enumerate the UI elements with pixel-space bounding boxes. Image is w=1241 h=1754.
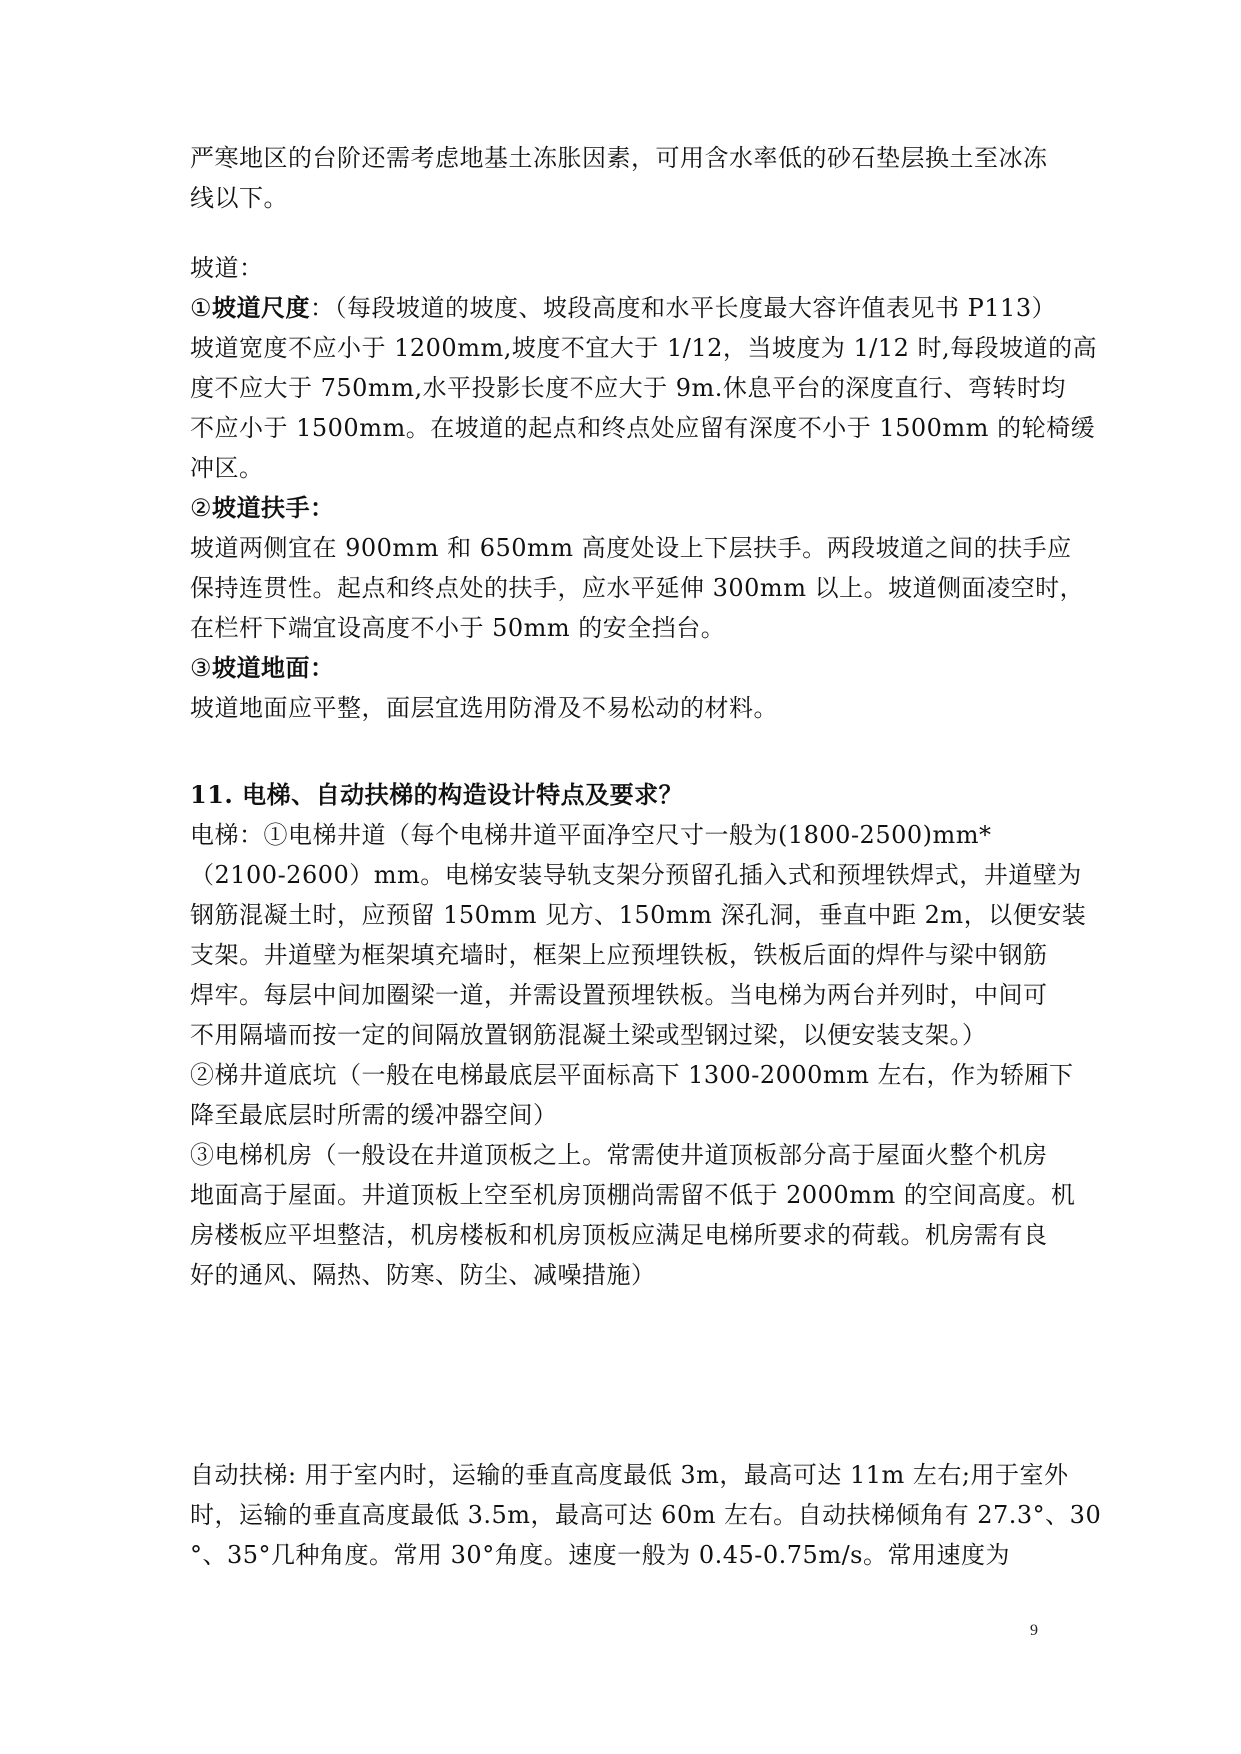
text-line: 好的通风、隔热、防寒、防尘、减噪措施） <box>190 1261 656 1289</box>
text-line: 在栏杆下端宜设高度不小于 50mm 的安全挡台。 <box>190 614 726 642</box>
text-line: 不应小于 1500mm。在坡道的起点和终点处应留有深度不小于 1500mm 的轮椅缓 <box>190 414 1096 442</box>
question-title: 11. 电梯、自动扶梯的构造设计特点及要求？ <box>190 780 684 809</box>
ramp-handrail-title: 坡道扶手： <box>212 493 335 522</box>
ramp-floor-heading <box>190 648 1056 688</box>
ramp-size-title: 坡道尺度 <box>212 293 311 322</box>
text-line: 度不应大于 750mm,水平投影长度不应大于 9m.休息平台的深度直行、弯转时均 <box>190 374 1066 402</box>
text-line: 电梯：①电梯井道（每个电梯井道平面净空尺寸一般为(1800-2500)mm* <box>190 821 992 849</box>
question-section <box>190 775 1087 1295</box>
ramp-floor-title: 坡道地面： <box>212 653 335 682</box>
item-number: ② <box>190 494 213 522</box>
ramp-handrail-heading <box>190 488 1056 528</box>
ramp-size-note: ：（每段坡道的坡度、坡段高度和水平长度最大容许值表见书 P113） <box>310 294 1057 322</box>
text-line: ③电梯机房（一般设在井道顶板之上。常需使井道顶板部分高于屋面火整个机房 <box>190 1141 1048 1169</box>
text-line: 冲区。 <box>190 454 264 482</box>
text-line: 坡道地面应平整，面层宜选用防滑及不易松动的材料。 <box>190 694 778 722</box>
ramp-size-heading <box>190 288 1056 328</box>
text-line: 时，运输的垂直高度最低 3.5m，最高可达 60m 左右。自动扶梯倾角有 27.3°、30 <box>190 1501 1102 1529</box>
section-heading: 坡道： <box>190 254 264 282</box>
text-line: 自动扶梯: 用于室内时，运输的垂直高度最低 3m，最高可达 11m 左右;用于室外 <box>190 1461 1069 1489</box>
text-line: ②梯井道底坑（一般在电梯最底层平面标高下 1300-2000mm 左右，作为轿厢下 <box>190 1061 1074 1089</box>
text-line: 严寒地区的台阶还需考虑地基土冻胀因素，可用含水率低的砂石垫层换土至冰冻 <box>190 144 1048 172</box>
text-line: （2100-2600）mm。电梯安装导轨支架分预留孔插入式和预埋铁焊式，井道壁为 <box>190 861 1082 889</box>
escalator-paragraph <box>190 1455 1102 1575</box>
text-line: 保持连贯性。起点和终点处的扶手，应水平延伸 300mm 以上。坡道侧面凌空时， <box>190 574 1085 602</box>
text-line: 焊牢。每层中间加圈梁一道，并需设置预埋铁板。当电梯为两台并列时，中间可 <box>190 981 1048 1009</box>
ramp-section <box>190 248 1098 728</box>
text-line: 降至最底层时所需的缓冲器空间） <box>190 1101 558 1129</box>
text-line: 线以下。 <box>190 184 288 212</box>
page-number: 9 <box>1030 1622 1038 1639</box>
text-line: 不用隔墙而按一定的间隔放置钢筋混凝土梁或型钢过梁，以便安装支架。） <box>190 1021 987 1049</box>
text-line: 支架。井道壁为框架填充墙时，框架上应预埋铁板，铁板后面的焊件与梁中钢筋 <box>190 941 1048 969</box>
item-number: ① <box>190 294 213 322</box>
text-line: 坡道两侧宜在 900mm 和 650mm 高度处设上下层扶手。两段坡道之间的扶手应 <box>190 534 1072 562</box>
intro-paragraph <box>190 138 1056 218</box>
text-line: 房楼板应平坦整洁，机房楼板和机房顶板应满足电梯所要求的荷载。机房需有良 <box>190 1221 1048 1249</box>
text-line: 钢筋混凝土时，应预留 150mm 见方、150mm 深孔洞，垂直中距 2m，以便安装 <box>190 901 1087 929</box>
item-number: ③ <box>190 654 213 682</box>
text-line: °、35°几种角度。常用 30°角度。速度一般为 0.45-0.75m/s。常用速度为 <box>190 1541 1010 1569</box>
text-line: 地面高于屋面。井道顶板上空至机房顶棚尚需留不低于 2000mm 的空间高度。机 <box>190 1181 1076 1209</box>
text-line: 坡道宽度不应小于 1200mm,坡度不宜大于 1/12，当坡度为 1/12 时,每段坡道的高 <box>190 334 1098 362</box>
